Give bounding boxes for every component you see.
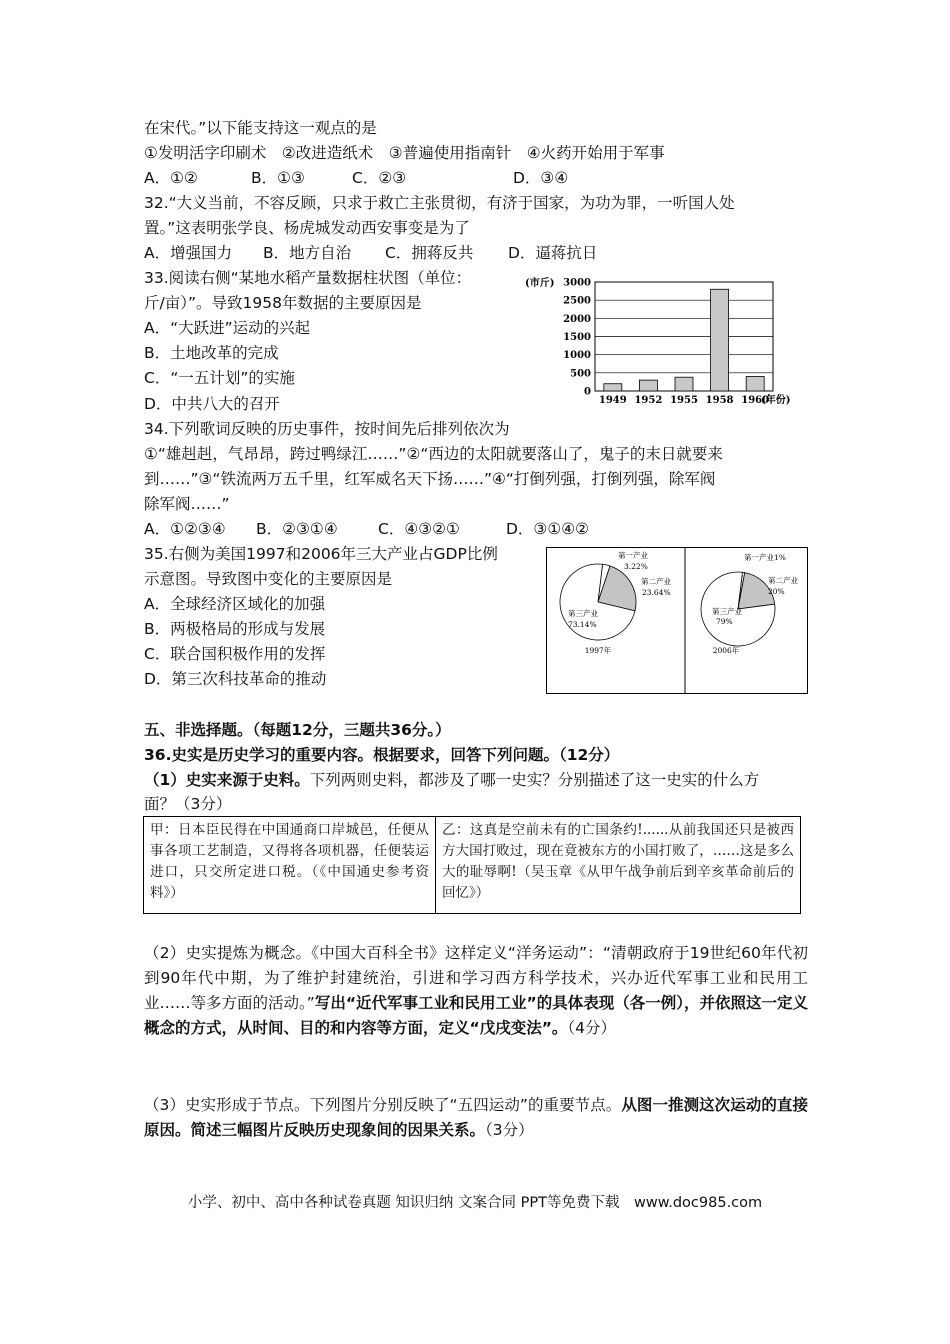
footer: 小学、初中、高中各种试卷真题 知识归纳 文案合同 PPT等免费下载 www.doc985.com (187, 1195, 763, 1211)
x-tick-label: 1952 (634, 395, 663, 406)
y-tick-label: 1500 (563, 332, 591, 343)
q36-part3 (144, 1093, 808, 1143)
q32-stem-line2: 置。”这表明张学良、杨虎城发动西安事变是为了 (144, 219, 470, 237)
x-tick-label: 1949 (598, 395, 627, 406)
bar (711, 289, 729, 391)
option-d: D．逼蒋抗日 (508, 244, 598, 262)
q31-continuation: 在宋代。”以下能支持这一观点的是 (144, 119, 377, 137)
y-tick-label: 0 (584, 386, 591, 398)
q33-option-a: A．“大跃进”运动的兴起 (144, 319, 311, 337)
q35-option-b: B．两极格局的形成与发展 (144, 620, 326, 638)
option-b: B．地方自治 (263, 244, 352, 262)
x-tick-label: 1958 (705, 395, 734, 406)
pie-slice-label: 第一产业1% (744, 553, 786, 562)
pie-caption: 1997年 (584, 646, 612, 655)
q36-part3-bold: 从图一推测这次运动的直接原因。简述三幅图片反映历史现象间的因果关系。 (144, 1096, 808, 1139)
q33-stem-line2: 斤/亩）”。导致1958年数据的主要原因是 (144, 294, 422, 312)
bar (604, 384, 622, 391)
q34-stem-line2: ①“雄赳赳，气昂昂，跨过鸭绿江……”②“西边的太阳就要落山了，鬼子的末日就要来 (144, 445, 723, 463)
q32-stem-line1: 32.“大义当前，不容反顾，只求于救亡主张贯彻，有济于国家，为功为罪，一听国人处 (144, 194, 735, 212)
y-tick-label: 2000 (563, 313, 591, 325)
q36-part3-score: （3分） (485, 1121, 534, 1139)
option-a: A．增强国力 (144, 244, 233, 262)
y-tick-label: 3000 (563, 277, 591, 289)
q36-part2 (144, 941, 808, 1041)
q35-option-a: A．全球经济区域化的加强 (144, 595, 326, 613)
option-c: C．②③ (352, 169, 407, 187)
bar (675, 377, 693, 391)
rice-yield-bar-chart (515, 272, 815, 412)
option-d: D．③①④② (506, 520, 590, 538)
q36-part3-text: （3）史实形成于节点。下列图片分别反映了“五四运动”的重要节点。 (144, 1096, 622, 1114)
option-d: D．③④ (513, 169, 569, 187)
q36-part1-line2: 面？（3分） (144, 795, 232, 813)
source-jia: 甲：日本臣民得在中国通商口岸城邑，任便从事各项工艺制造，又得将各项机器，任便装运进口，只交所定进口税。（《中国通史参考资料》） (144, 817, 436, 913)
option-c: C．④③②① (378, 520, 460, 538)
option-b: B．②③①④ (256, 520, 338, 538)
pie-caption: 2006年 (712, 646, 740, 655)
chart-unit-label: (市斤) (525, 278, 555, 289)
section-heading: 五、非选择题。（每题12分，三题共36分。） (144, 721, 451, 739)
source-yi: 乙：这真是空前未有的亡国条约!......从前我国还只是被西方大国打败过，现在竟被东方的小国打败了，……这是多么大的耻辱啊!（吴玉章《从甲午战争前后到辛亥革命前后的回忆》） (442, 822, 794, 901)
q34-stem-line1: 34.下列歌词反映的历史事件，按时间先后排列依次为 (144, 420, 510, 438)
y-tick-label: 1000 (563, 350, 591, 362)
q36-part1-bold: （1）史实来源于史料。 (144, 771, 310, 789)
pie-slice-value: 3.22% (624, 562, 648, 571)
option-b: B．①③ (251, 169, 305, 187)
q33-option-b: B．土地改革的完成 (144, 344, 279, 362)
option-a: A．①② (144, 169, 198, 187)
y-tick-label: 500 (570, 368, 591, 380)
q31-items: ①发明活字印刷术 ②改进造纸术 ③普遍使用指南针 ④火药开始用于军事 (144, 144, 665, 162)
source-table (143, 816, 801, 914)
y-tick-label: 2500 (563, 295, 591, 307)
q33-option-d: D．中共八大的召开 (144, 395, 280, 413)
chart-x-label: (年份) (761, 395, 791, 406)
pie-slice-value: 20% (768, 587, 785, 596)
q36-part1-line1 (144, 769, 759, 791)
q36-part2-bold: 写出“近代军事工业和民用工业”的具体表现（各一例），并依照这一定义概念的方式，从时间、目的和内容等方面，定义“戊戌变法”。 (144, 994, 808, 1037)
gdp-pie-charts (546, 547, 808, 694)
q36-part2-score: （4分） (567, 1019, 617, 1037)
pie-slice-value: 79% (716, 617, 733, 626)
pie-slice-value: 23.64% (642, 588, 671, 597)
q33-stem-line1: 33.阅读右侧“某地水稻产量数据柱状图（单位： (144, 269, 472, 287)
option-c: C．拥蒋反共 (385, 244, 474, 262)
q35-option-c: C．联合国积极作用的发挥 (144, 645, 326, 663)
q35-option-d: D．第三次科技革命的推动 (144, 670, 327, 688)
q36-stem: 36.史实是历史学习的重要内容。根据要求，回答下列问题。（12分） (144, 746, 620, 764)
q34-stem-line4: 除军阀……” (144, 495, 230, 513)
q33-option-c: C．“一五计划”的实施 (144, 369, 295, 387)
q34-stem-line3: 到……”③“铁流两万五千里，红军威名天下扬……”④“打倒列强，打倒列强，除军阀 (144, 470, 716, 488)
bar (639, 380, 657, 391)
q36-part1-text: 下列两则史料，都涉及了哪一史实？分别描述了这一史实的什么方 (309, 771, 760, 789)
x-tick-label: 1955 (670, 395, 698, 406)
q35-stem-line2: 示意图。导致图中变化的主要原因是 (144, 570, 393, 588)
pie-slice-label: 第二产业 (768, 576, 798, 585)
pie-slice-label: 第二产业 (641, 577, 671, 586)
option-a: A．①②③④ (144, 520, 226, 538)
pie-slice-value: 73.14% (568, 620, 597, 629)
q35-stem-line1: 35.右侧为美国1997和2006年三大产业占GDP比例 (144, 545, 498, 563)
q36-part2-text: （2）史实提炼为概念。《中国大百科全书》这样定义“洋务运动”：“清朝政府于19世纪60年代初到90年代中期，为了维护封建统治，引进和学习西方科学技术，兴办近代军事工业和民用工业……等多方面的活动。” (144, 944, 808, 1012)
bar (746, 376, 764, 391)
x-tick-label: 1960 (741, 395, 770, 406)
pie-slice-label: 第一产业 (618, 551, 648, 560)
pie-slice-label: 第三产业 (568, 609, 598, 618)
pie-slice-label: 第三产业 (712, 607, 742, 616)
